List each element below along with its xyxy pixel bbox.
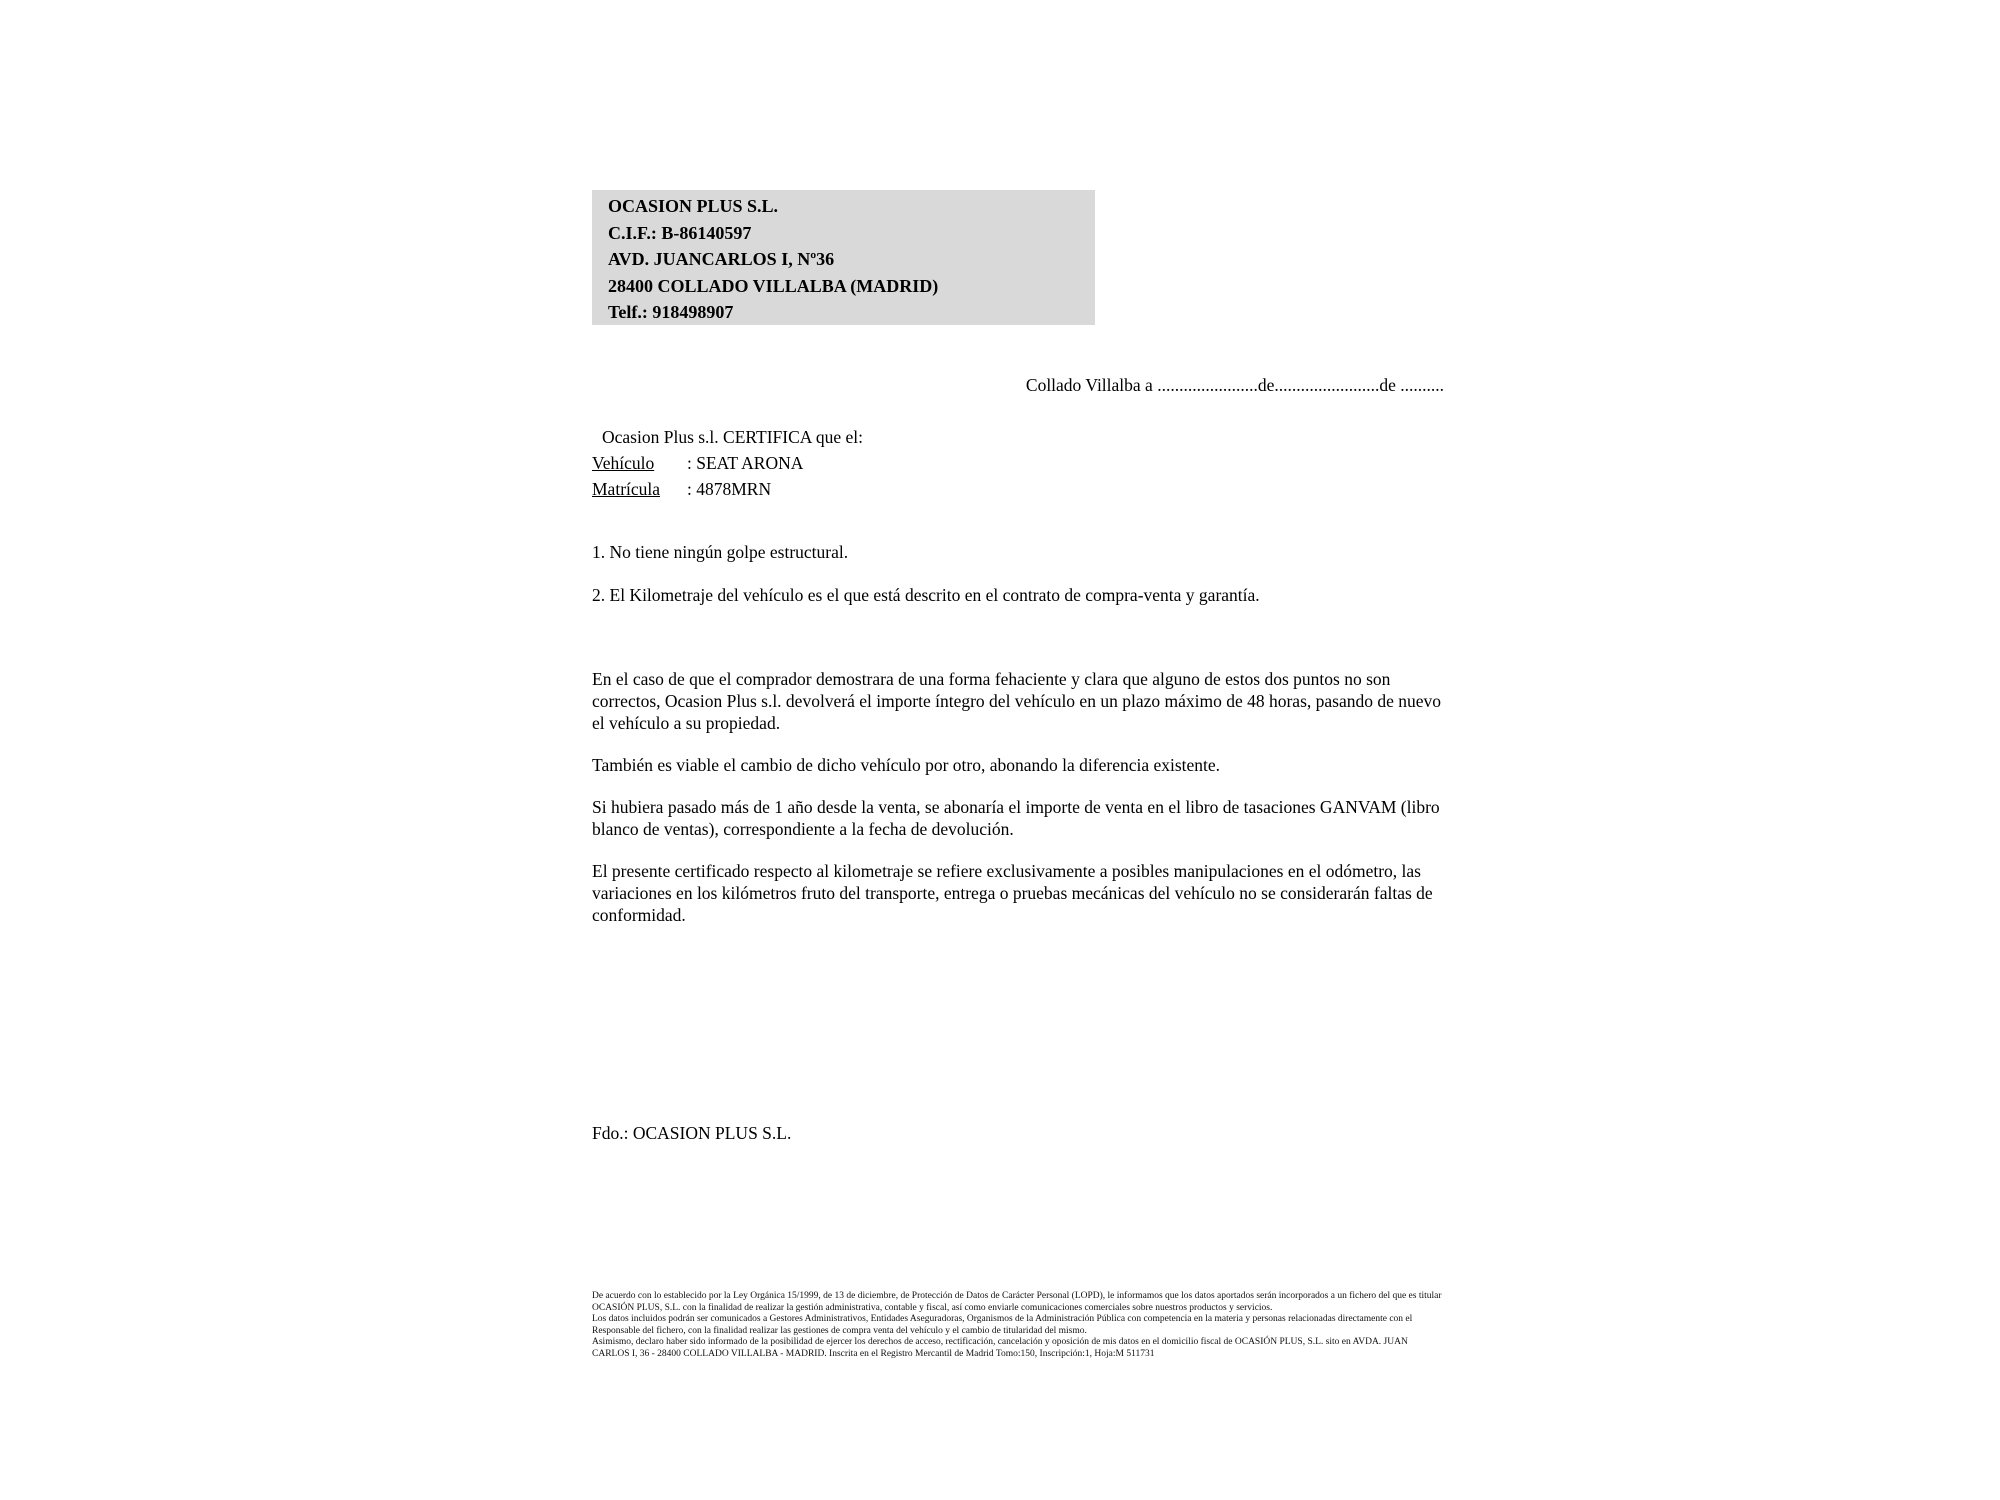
plate-label-wrap xyxy=(592,476,687,502)
date-line: Collado Villalba a .......................de........................de .......... xyxy=(1025,375,1444,395)
certification-block xyxy=(592,424,1444,502)
company-city: 28400 COLLADO VILLALBA (MADRID) xyxy=(608,275,939,296)
statement-1: 1. No tiene ningún golpe estructural. xyxy=(592,542,849,562)
company-address: AVD. JUANCARLOS I, Nº36 xyxy=(608,249,835,269)
paragraph-exchange: También es viable el cambio de dicho vehículo por otro, abonando la diferencia existente. xyxy=(592,755,1221,775)
legal-line: Los datos incluidos podrán ser comunicados a Gestores Administrativos, Entidades Aseguradoras, Organismos de la Administración Pública con competencia en la materia y personas relacionadas directamente con el xyxy=(592,1314,1413,1325)
company-cif: C.I.F.: B-86140597 xyxy=(608,222,752,243)
company-phone: Telf.: 918498907 xyxy=(608,302,734,322)
paragraph-refund: En el caso de que el comprador demostrara de una forma fehaciente y clara que alguno de estos dos puntos no son correctos, Ocasion Plus s.l. devolverá el importe íntegro del vehículo en un plazo máximo de 48 horas, pasando de nuevo el vehículo a su propiedad. xyxy=(592,669,1442,733)
statement-2: 2. El Kilometraje del vehículo es el que está descrito en el contrato de compra-venta y garantía. xyxy=(592,585,1260,605)
legal-fine-print xyxy=(592,1291,1442,1361)
vehicle-value: : SEAT ARONA xyxy=(687,453,804,473)
company-name: OCASION PLUS S.L. xyxy=(608,196,779,216)
paragraph-ganvam: Si hubiera pasado más de 1 año desde la venta, se abonaría el importe de venta en el libro de tasaciones GANVAM (libro blanco de ventas), correspondiente a la fecha de devolución. xyxy=(592,797,1440,839)
vehicle-label: Vehículo xyxy=(592,453,655,473)
body-paragraphs xyxy=(592,668,1444,946)
vehicle-field xyxy=(592,450,1444,476)
legal-line: OCASIÓN PLUS, S.L. con la finalidad de realizar la gestión administrativa, contable y fiscal, así como enviarle comunicaciones comerciales sobre nuestros productos y servicios. xyxy=(592,1302,1273,1313)
signature-line: Fdo.: OCASION PLUS S.L. xyxy=(592,1123,792,1143)
legal-line: Responsable del fichero, con la finalidad realizar las gestiones de compra venta del vehículo y el cambio de titularidad del mismo. xyxy=(592,1325,1087,1336)
company-header-box xyxy=(592,190,1095,325)
legal-line: De acuerdo con lo establecido por la Ley Orgánica 15/1999, de 13 de diciembre, de Protección de Datos de Carácter Personal (LOPD), le informamos que los datos aportados serán incorporados a un fichero del que es titular xyxy=(592,1291,1442,1301)
plate-value: : 4878MRN xyxy=(687,479,772,499)
vehicle-label-wrap xyxy=(592,450,687,476)
paragraph-odometer: El presente certificado respecto al kilometraje se refiere exclusivamente a posibles manipulaciones en el odómetro, las variaciones en los kilómetros fruto del transporte, entrega o pruebas mecánicas del vehículo no se considerarán faltas de conformidad. xyxy=(592,861,1433,925)
plate-label: Matrícula xyxy=(592,479,661,499)
certifica-intro: Ocasion Plus s.l. CERTIFICA que el: xyxy=(602,427,863,447)
legal-line: CARLOS I, 36 - 28400 COLLADO VILLALBA - MADRID. Inscrita en el Registro Mercantil de Madrid Tomo:150, Inscripción:1, Hoja:M 511731 xyxy=(592,1348,1155,1359)
numbered-statements xyxy=(592,541,1444,627)
legal-line: Asimismo, declaro haber sido informado de la posibilidad de ejercer los derechos de acceso, rectificación, cancelación y oposición de mis datos en el domicilio fiscal de OCASIÓN PLUS, S.L. sito en AVDA. JUAN xyxy=(592,1337,1408,1348)
plate-field xyxy=(592,476,1444,502)
